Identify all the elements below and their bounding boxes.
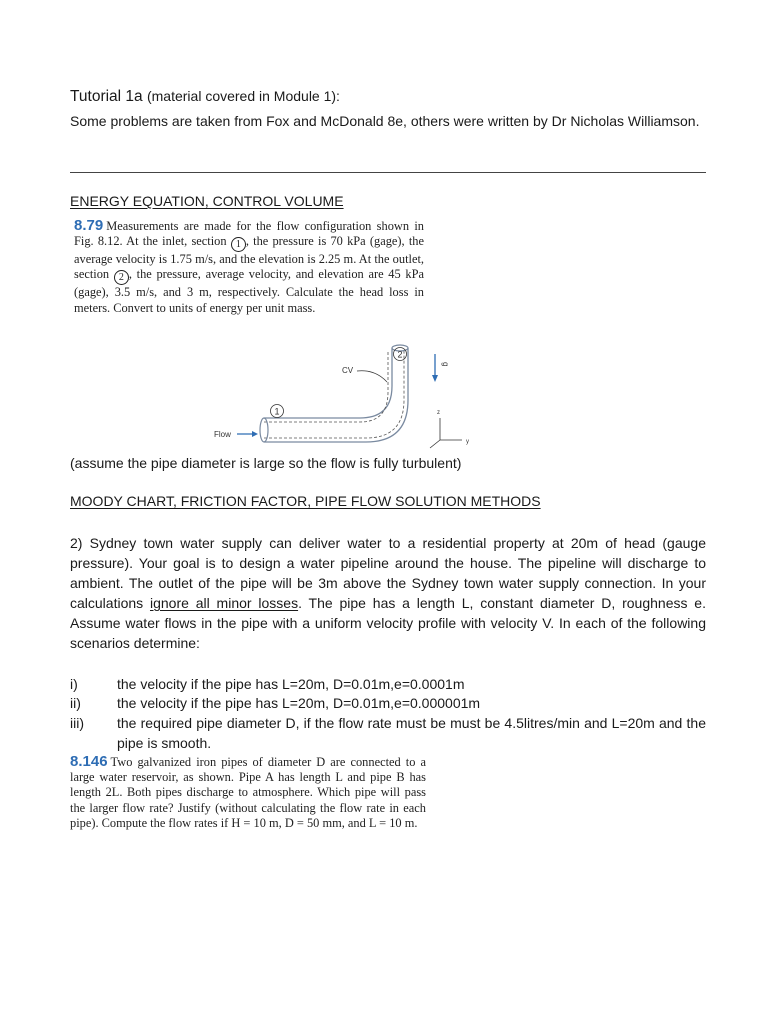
scenario-text: the velocity if the pipe has L=20m, D=0.01m,e=0.0001m: [117, 676, 465, 692]
section-marker-1: 1: [231, 237, 246, 252]
section-2-label: 2: [397, 349, 403, 360]
flow-arrowhead: [252, 431, 258, 437]
scenario-text: the velocity if the pipe has L=20m, D=0.01m,e=0.000001m: [117, 695, 481, 711]
intro-text: Some problems are taken from Fox and McDonald 8e, others were written by Dr Nicholas Williamson.: [70, 113, 700, 129]
pipe-outer-wall: [264, 348, 392, 418]
problem-2-text-a: 2) Sydney town water supply can deliver water to a residential property at 20m of head (gauge pressure). Your goal is to design a water pipeline around the house. The pipeline will discharge to ambient. The outlet of the pipe will be 3m above the Sydney town water supply connection. In your calculations: [70, 535, 706, 611]
problem-number: 8.146: [70, 753, 108, 770]
axis-x: [430, 440, 440, 448]
problem-text-b: , the pressure is 70 kPa (gage), the average velocity is 1.75 m/s, and the elevation is 2.25 m. At the outlet, section: [74, 234, 425, 282]
divider: [70, 172, 706, 173]
pipe-inner-wall: [264, 348, 408, 442]
scenario-item: [70, 674, 706, 694]
scenario-item: [70, 713, 706, 753]
problem-text-c: , the pressure, average velocity, and elevation are 45 kPa (gage), 3.5 m/s, and 3 m, respectively. Calculate the head loss in meters. Convert to units of energy per unit mass.: [74, 267, 424, 315]
assumption-note: (assume the pipe diameter is large so the flow is fully turbulent): [70, 455, 462, 471]
section-1-label: 1: [274, 406, 280, 417]
scenario-label: ii): [70, 695, 81, 711]
problem-text-a: Measurements are made for the flow configuration shown in Fig. 8.12. At the inlet, section: [74, 219, 424, 249]
axis-z-label: z: [437, 410, 440, 416]
title-suffix: (material covered in Module 1):: [146, 88, 340, 104]
axis-y-label: y: [466, 439, 469, 445]
flow-label: Flow: [214, 430, 231, 439]
scenario-label: iii): [70, 715, 84, 731]
problem-2-underlined: ignore all minor losses: [149, 595, 299, 611]
title-text: Tutorial 1a: [70, 88, 143, 105]
scenario-label: i): [70, 676, 78, 692]
pipe-flow-diagram: [200, 342, 490, 450]
section-heading-energy: ENERGY EQUATION, CONTROL VOLUME: [70, 193, 344, 209]
page-title: [70, 88, 340, 106]
section-heading-moody: MOODY CHART, FRICTION FACTOR, PIPE FLOW SOLUTION METHODS: [70, 493, 541, 509]
problem-2: [70, 533, 706, 653]
cv-label: CV: [342, 366, 354, 375]
control-volume-boundary: [264, 350, 404, 438]
scenario-item: [70, 693, 706, 713]
problem-number: 8.79: [74, 217, 104, 234]
section-marker-2: 2: [114, 270, 129, 285]
scenario-text: the required pipe diameter D, if the flow rate must be must be 4.5litres/min and L=20m and the pipe is smooth.: [117, 715, 706, 751]
gravity-arrowhead: [432, 375, 438, 382]
cv-leader-line: [357, 371, 387, 382]
problem-8-79: [74, 218, 424, 316]
gravity-label: g: [441, 362, 450, 367]
problem-2-text-b: . The pipe has a length L, constant diameter D, roughness e. Assume water flows in the pipe with a uniform velocity profile with velocity V. In each of the following scenarios determine:: [70, 595, 706, 651]
problem-8-146: [70, 754, 426, 831]
problem-8-146-text: Two galvanized iron pipes of diameter D are connected to a large water reservoir, as shown. Pipe A has length L and pipe B has length 2L. Both pipes discharge to atmosphere. Which pipe will pass the larger flow rate? Justify (without calculating the flow rate in each pipe). Compute the flow rates if H = 10 m, D = 50 mm, and L = 10 m.: [70, 755, 426, 830]
